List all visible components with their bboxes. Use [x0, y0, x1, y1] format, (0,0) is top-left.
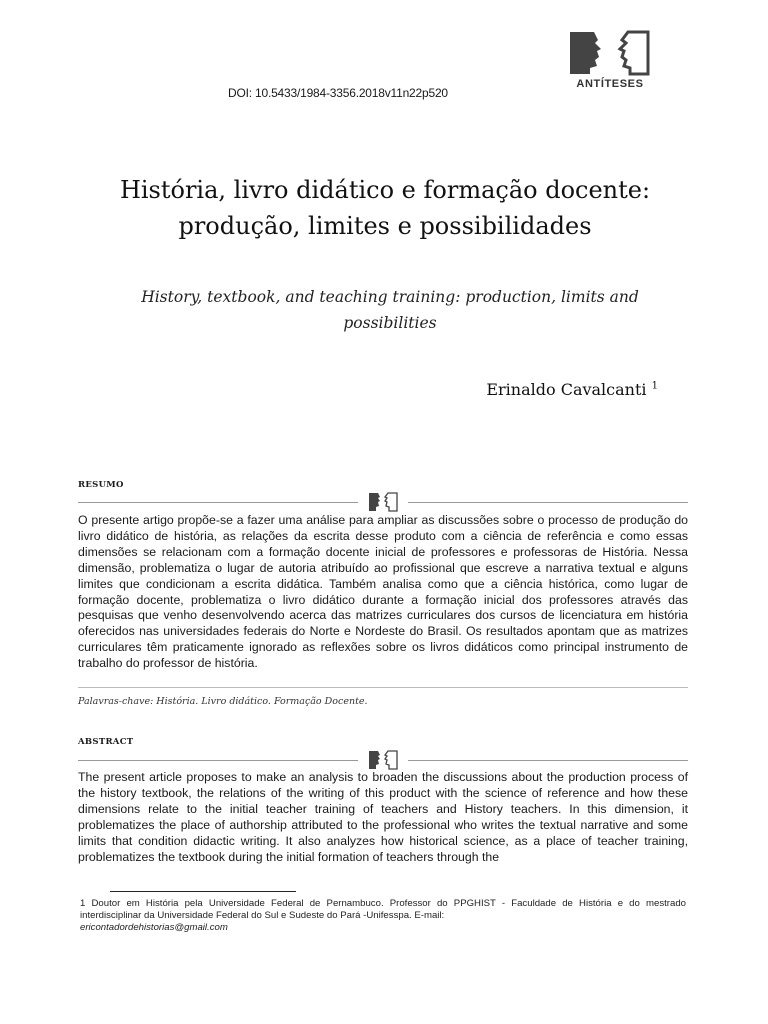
divider-logo-icon	[368, 750, 398, 770]
doi: DOI: 10.5433/1984-3356.2018v11n22p520	[228, 86, 448, 100]
footnote	[80, 898, 686, 934]
antiteses-faces-icon	[568, 30, 652, 78]
resumo-divider	[78, 492, 688, 512]
keywords: Palavras-chave: História. Livro didático. Formação Docente.	[78, 696, 368, 707]
abstract-divider	[78, 750, 688, 770]
footnote-rule	[110, 891, 296, 892]
abstract-label: ABSTRACT	[78, 737, 134, 747]
footnote-text: 1 Doutor em História pela Universidade Federal de Pernambuco. Professor do PPGHIST - Faculdade de História e do mestrado interdisciplinar da Universidade Federal do Sul e Sudeste do Pará -Unifesspa. E-mail:	[80, 898, 686, 921]
article-subtitle: History, textbook, and teaching training: production, limits and possibilities	[141, 288, 639, 332]
author-footnote-ref: 1	[651, 380, 658, 392]
article-title: História, livro didático e formação docente: produção, limites e possibilidades	[119, 176, 651, 240]
antiteses-logo	[568, 30, 652, 94]
author	[486, 380, 658, 399]
resumo-label: RESUMO	[78, 480, 124, 490]
author-name: Erinaldo Cavalcanti	[486, 380, 647, 399]
logo-text: ANTÍTESES	[576, 78, 644, 90]
abstract-text: The present article proposes to make an analysis to broaden the discussions about the production process of the history textbook, the relations of the writing of this product with the science of reference and how these dimensions relate to the initial teacher training of teachers and History teachers. In this dimension, it problematizes the place of authorship attributed to the professional who writes the textual narrative and some limits that condition didactic writing. It also analyzes how historical science, as a place of teacher training, problematizes the textbook during the initial formation of teachers through the	[78, 770, 688, 864]
resumo-text: O presente artigo propõe-se a fazer uma análise para ampliar as discussões sobre o processo de produção do livro didático de história, as relações da escrita desse produto com a ciência de referência e como essas dimensões se relacionam com a formação docente inicial de professores e professoras de História. Nessa dimensão, problematiza o lugar de autoria atribuído ao profissional que escreve a narrativa textual e alguns limites que condicionam a escrita didática. Também analisa como que a ciência histórica, como lugar de formação docente, problematiza o livro didático durante a formação inicial dos professores através das pesquisas que venho desenvolvendo acerca das matrizes curriculares dos cursos de licenciatura em história oferecidos nas universidades federais do Norte e Nordeste do Brasil. Os resultados apontam que as matrizes curriculares têm praticamente ignorado as reflexões sobre os livros didáticos como principal instrumento de trabalho do professor de história.	[78, 513, 688, 671]
resumo-rule	[78, 687, 688, 688]
footnote-email: ericontadordehistorias@gmail.com	[80, 922, 228, 933]
divider-logo-icon	[368, 492, 398, 512]
